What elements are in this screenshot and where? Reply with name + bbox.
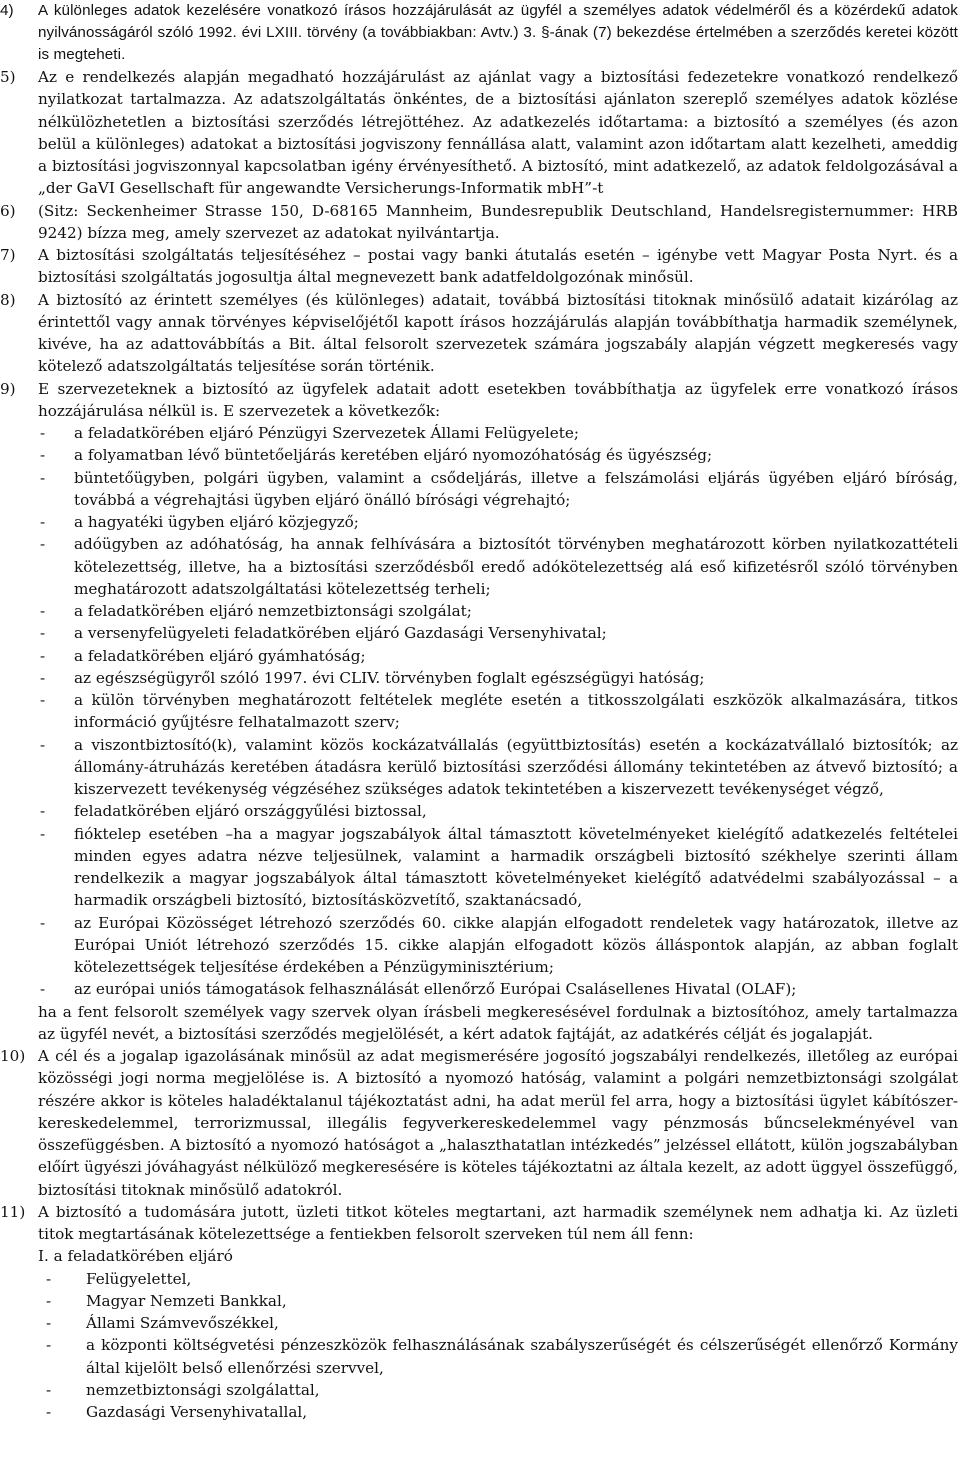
list-item: - Felügyelettel, (38, 1268, 958, 1290)
list-item: - feladatkörében eljáró országgyűlési biztossal, (38, 800, 958, 822)
paragraph-text: A cél és a jogalap igazolásának minősül az adat megismerésére jogosító jogszabályi rendelkezés, illetőleg az európai közösségi jogi norma megjelölése is. A biztosító a nyomozó hatóság, valamint a polgári nemzetbiztonsági szolgálat részére akkor is köteles haladéktalanul tájékoztatást adni, ha adat merül fel arra, hogy a biztosítási ügylet kábítószer-kereskedelemmel, terrorizmussal, illegális fegyverkereskedelemmel vagy pénzmosás bűncselekményével van összefüggésben. A biztosító a nyomozó hatóságot a „halaszthatatlan intézkedés” jelzéssel ellátott, külön jogszabályban előírt ügyészi jóváhagyást nélkülöző megkeresésére is köteles tájékoztatni az általa kezelt, az adott üggyel összefüggő, biztosítási titoknak minősülő adatokról. (38, 1047, 958, 1199)
paragraph-11 (0, 1201, 958, 1424)
list-item: - a versenyfelügyeleti feladatkörében eljáró Gazdasági Versenyhivatal; (38, 622, 958, 644)
list-item: - Gazdasági Versenyhivatallal, (38, 1401, 958, 1423)
list-item: - büntetőügyben, polgári ügyben, valamint a csődeljárás, illetve a felszámolási eljárás ügyében eljáró bíróság, továbbá a végrehajtási ügyben eljáró önálló bírósági végrehajtó; (38, 467, 958, 512)
paragraph-10 (0, 1045, 958, 1201)
sub-heading: I. a feladatkörében eljáró (38, 1247, 233, 1266)
paragraph-outro: ha a fent felsorolt személyek vagy szervek olyan írásbeli megkeresésével fordulnak a biztosítóhoz, amely tartalmazza az ügyfél nevét, a biztosítási szerződés megjelölését, a kért adatok fajtáját, az adatkérés célját és jogalapját. (38, 1002, 958, 1043)
paragraph-number: 6) (0, 201, 16, 220)
list-item: - az európai uniós támogatások felhasználását ellenőrző Európai Csalásellenes Hivatal (OLAF); (38, 978, 958, 1000)
list-item: - a külön törvényben meghatározott feltételek megléte esetén a titkosszolgálati eszközök alkalmazására, titkos információ gyűjtésre felhatalmazott szerv; (38, 689, 958, 734)
paragraph-intro: E szervezeteknek a biztosító az ügyfelek adatait adott esetekben továbbíthatja az ügyfelek erre vonatkozó írásos hozzájárulása nélkül is. E szervezetek a következők: (38, 379, 958, 420)
paragraph-text: A biztosító az érintett személyes (és különleges) adatait, továbbá biztosítási titoknak minősülő adatait kizárólag az érintettől vagy annak törvényes képviselőjétől kapott írásos hozzájárulás alapján továbbíthatja harmadik személynek, kivéve, ha az adattovábbítás a Bit. által felsorolt szervezetek számára jogszabály alapján végzett megkeresés vagy kötelező adatszolgáltatás teljesítése során történik. (38, 290, 958, 376)
list-item: - a viszontbiztosító(k), valamint közös kockázatvállalás (együttbiztosítás) esetén a kockázatvállaló biztosítók; az állomány-átruházás keretében átadásra kerülő biztosítási szerződési állomány tekintetében az átvevő biztosító; a kiszervezett tevékenység végzéséhez szükséges adatok tekintetében a kiszervezett tevékenységet végző, (38, 734, 958, 801)
paragraph-7 (0, 244, 958, 289)
paragraph-number: 7) (0, 246, 16, 264)
authority-list (38, 1268, 958, 1424)
paragraph-8 (0, 289, 958, 378)
paragraph-number: 11) (0, 1202, 26, 1221)
recipient-list (38, 422, 958, 1001)
list-item: - Állami Számvevőszékkel, (38, 1312, 958, 1334)
paragraph-text: Az e rendelkezés alapján megadható hozzájárulást az ajánlat vagy a biztosítási fedezetekre vonatkozó rendelkező nyilatkozat tartalmazza. Az adatszolgáltatás önkéntes, de a biztosítási ajánlaton szereplő személyes adatok közlése nélkülözhetetlen a biztosítási szerződés létrejöttéhez. Az adatkezelés időtartama: a biztosító a személyes (és azon belül a különleges) adatokat a biztosítási jogviszony fennállása alatt, valamint azon időtartam alatt kezelheti, ameddig a biztosítási jogviszonnyal kapcsolatban igény érvényesíthető. A biztosító, mint adatkezelő, az adatok feldolgozásával a „der GaVI Gesellschaft für angewandte Versicherungs-Informatik mbH”-t (38, 68, 958, 198)
paragraph-text: A biztosítási szolgáltatás teljesítéséhez – postai vagy banki átutalás esetén – igénybe vett Magyar Posta Nyrt. és a biztosítási szolgáltatás jogosultja által megnevezett bank adatfeldolgozónak minősül. (38, 246, 958, 287)
paragraph-text: A különleges adatok kezelésére vonatkozó írásos hozzájárulását az ügyfél a személyes adatok védelméről és a közérdekű adatok nyilvánosságáról szóló 1992. évi LXIII. törvény (a továbbiakban: Avtv.) 3. §-ának (7) bekezdése értelmében a szerződés keretei között is megteheti. (38, 2, 958, 63)
paragraph-6 (0, 200, 958, 245)
list-item: - a feladatkörében eljáró Pénzügyi Szervezetek Állami Felügyelete; (38, 422, 958, 444)
paragraph-number: 9) (0, 379, 16, 398)
list-item: - az egészségügyről szóló 1997. évi CLIV. törvényben foglalt egészségügyi hatóság; (38, 667, 958, 689)
list-item: - a hagyatéki ügyben eljáró közjegyző; (38, 511, 958, 533)
list-item: - Magyar Nemzeti Bankkal, (38, 1290, 958, 1312)
paragraph-text: A biztosító a tudomására jutott, üzleti titkot köteles megtartani, azt harmadik személynek nem adhatja ki. Az üzleti titok megtartásának kötelezettsége a fentiekben felsorolt szerveken túl nem áll fenn: (38, 1202, 958, 1243)
paragraph-4 (0, 0, 958, 66)
list-item: - fióktelep esetében –ha a magyar jogszabályok által támasztott követelményeket kielégítő adatkezelés feltételei minden egyes adatra nézve teljesülnek, valamint a harmadik országbeli biztosító székhelye szerinti állam rendelkezik a magyar jogszabályok által támasztott követelményeket kielégítő adatvédelmi szabályozással – a harmadik országbeli biztosító, biztosításközvetítő, szaktanácsadó, (38, 823, 958, 912)
paragraph-number: 4) (0, 2, 14, 19)
paragraph-5 (0, 66, 958, 200)
list-item: - a központi költségvetési pénzeszközök felhasználásának szabályszerűségét és célszerűségét ellenőrző Kormány által kijelölt belső ellenőrzési szervvel, (38, 1334, 958, 1379)
paragraph-number: 8) (0, 290, 16, 309)
paragraph-number: 10) (0, 1047, 26, 1065)
list-item: - a feladatkörében eljáró nemzetbiztonsági szolgálat; (38, 600, 958, 622)
list-item: - az Európai Közösséget létrehozó szerződés 60. cikke alapján elfogadott rendeletek vagy határozatok, illetve az Európai Uniót létrehozó szerződés 15. cikke alapján elfogadott közös álláspontok alapján, az abban foglalt kötelezettségek teljesítése érdekében a Pénzügyminisztérium; (38, 912, 958, 979)
list-item: - a folyamatban lévő büntetőeljárás keretében eljáró nyomozóhatóság és ügyészség; (38, 444, 958, 466)
list-item: - adóügyben az adóhatóság, ha annak felhívására a biztosítót törvényben meghatározott körben nyilatkozattételi kötelezettség, illetve, ha a biztosítási szerződésből eredő adókötelezettség alá eső kifizetésről szóló törvényben meghatározott adatszolgáltatási kötelezettség terheli; (38, 533, 958, 600)
list-item: - a feladatkörében eljáró gyámhatóság; (38, 645, 958, 667)
paragraph-text: (Sitz: Seckenheimer Strasse 150, D-68165 Mannheim, Bundesrepublik Deutschland, Handelsregisternummer: HRB 9242) bízza meg, amely szervezet az adatokat nyilvántartja. (38, 201, 958, 242)
list-item: - nemzetbiztonsági szolgálattal, (38, 1379, 958, 1401)
paragraph-9 (0, 378, 958, 1046)
paragraph-number: 5) (0, 68, 16, 86)
